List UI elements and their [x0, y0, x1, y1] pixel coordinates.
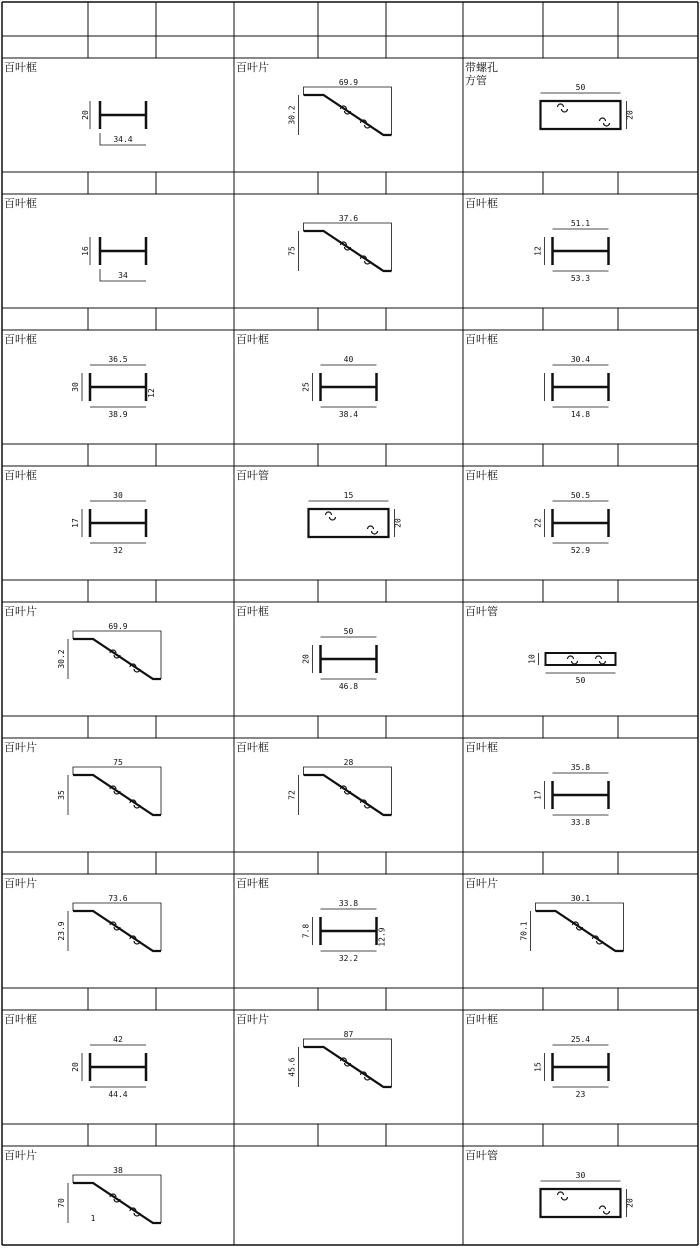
category-label: 百叶片 — [236, 61, 269, 74]
dimension-label: 75 — [113, 758, 123, 767]
screw-boss — [568, 656, 578, 664]
header-wall-label — [318, 10, 386, 28]
dimension-label: 20 — [81, 110, 90, 120]
profile-drawing — [463, 602, 698, 716]
dimension-label: 50 — [575, 676, 586, 685]
dimension-label: 73.6 — [108, 894, 128, 903]
profile-drawing — [463, 58, 698, 172]
dimension-label: 30.1 — [570, 894, 591, 903]
wall-thickness-cell — [88, 41, 156, 53]
header-weight-label — [386, 10, 463, 28]
dimension-label: 15 — [343, 491, 354, 500]
weight-per-meter-cell — [618, 177, 698, 189]
dimension-label: 70.1 — [519, 921, 529, 941]
dimension-label: 32.2 — [338, 954, 359, 963]
weight-per-meter-cell — [156, 585, 234, 597]
category-label: 百叶框 — [465, 1013, 498, 1026]
category-label: 百叶片 — [465, 877, 498, 890]
category-label: 百叶框 — [236, 741, 269, 754]
dimension-label: 30.2 — [57, 649, 66, 669]
model-code-cell — [463, 857, 543, 869]
model-code-cell — [234, 449, 318, 461]
profile-drawing — [2, 874, 234, 988]
wall-thickness-cell — [543, 177, 618, 189]
profile-outline — [304, 95, 392, 135]
screw-boss — [596, 656, 606, 664]
dimension-label: 30 — [71, 382, 80, 392]
category-label: 百叶片 — [4, 605, 37, 618]
weight-per-meter-cell — [386, 313, 463, 325]
weight-per-meter-cell — [386, 993, 463, 1005]
profile-drawing — [234, 1010, 463, 1124]
profile-drawing — [234, 330, 463, 444]
profile-drawing — [463, 1010, 698, 1124]
weight-per-meter-cell — [618, 721, 698, 733]
model-code-cell — [234, 993, 318, 1005]
profile-drawing — [2, 194, 234, 308]
weight-per-meter-cell — [618, 585, 698, 597]
category-label: 百叶框 — [465, 469, 498, 482]
profile-drawing — [234, 466, 463, 580]
dimension-label: 69.9 — [108, 622, 128, 631]
dimension-label: 23 — [575, 1090, 586, 1099]
dimension-label: 33.8 — [570, 818, 591, 827]
dimension-label: 14.8 — [570, 410, 591, 419]
dimension-label: 20 — [625, 1198, 635, 1208]
header-weight-label — [156, 10, 234, 28]
dimension-label: 30 — [113, 491, 123, 500]
dimension-label: 23.9 — [57, 921, 66, 941]
profile-outline — [73, 911, 161, 951]
category-label: 百叶框 — [465, 333, 498, 346]
model-code-cell — [234, 721, 318, 733]
model-code-cell — [2, 721, 88, 733]
wall-thickness-cell — [543, 857, 618, 869]
dimension-label: 1 — [90, 1214, 96, 1223]
dimension-label: 53.3 — [570, 274, 591, 283]
dimension-label: 40 — [343, 355, 354, 364]
model-code-cell — [234, 857, 318, 869]
dimension-label: 38.4 — [338, 410, 359, 419]
profile-drawing — [2, 1146, 234, 1260]
screw-boss — [600, 1206, 610, 1214]
model-code-cell — [463, 313, 543, 325]
dimension-label: 34.4 — [113, 135, 133, 144]
weight-per-meter-cell — [156, 857, 234, 869]
profile-outline — [73, 639, 161, 679]
wall-thickness-cell — [543, 1129, 618, 1141]
profile-drawing — [463, 738, 698, 852]
category-label: 百叶片 — [4, 877, 37, 890]
profile-drawing — [2, 58, 234, 172]
dimension-label: 30 — [575, 1171, 586, 1180]
weight-per-meter-cell — [156, 993, 234, 1005]
model-code-cell — [234, 177, 318, 189]
dimension-label: 22 — [533, 518, 543, 528]
dimension-label: 17 — [71, 518, 80, 528]
dimension-label: 44.4 — [108, 1090, 128, 1099]
category-label: 百叶框 — [465, 197, 498, 210]
dimension-label: 25.4 — [570, 1035, 591, 1044]
dimension-label: 30.2 — [287, 105, 297, 125]
profile-outline — [304, 1047, 392, 1087]
dimension-label: 52.9 — [570, 546, 591, 555]
profile-outline — [90, 373, 146, 401]
profile-drawing — [463, 194, 698, 308]
model-code-cell — [2, 449, 88, 461]
wall-thickness-cell — [318, 449, 386, 461]
model-code-cell — [234, 41, 318, 53]
model-code-cell — [234, 1129, 318, 1141]
dimension-label: 35.8 — [570, 763, 591, 772]
weight-per-meter-cell — [386, 585, 463, 597]
profile-outline — [90, 1053, 146, 1081]
category-label: 百叶框 — [4, 1013, 37, 1026]
profile-outline — [304, 775, 392, 815]
weight-per-meter-cell — [386, 1129, 463, 1141]
header-model-label — [2, 10, 88, 28]
category-label: 百叶框 — [236, 333, 269, 346]
profile-drawing — [2, 602, 234, 716]
wall-thickness-cell — [88, 993, 156, 1005]
wall-thickness-cell — [318, 585, 386, 597]
weight-per-meter-cell — [386, 857, 463, 869]
wall-thickness-cell — [318, 721, 386, 733]
profile-drawing — [234, 1146, 463, 1260]
profile-drawing — [463, 466, 698, 580]
profile-drawing — [234, 58, 463, 172]
dimension-label: 87 — [343, 1030, 354, 1039]
dimension-label: 34 — [118, 271, 128, 280]
category-label: 百叶框 — [236, 605, 269, 618]
profile-drawing — [2, 1010, 234, 1124]
wall-thickness-cell — [543, 41, 618, 53]
weight-per-meter-cell — [386, 41, 463, 53]
profile-drawing — [234, 738, 463, 852]
profile-drawing — [234, 874, 463, 988]
category-label: 百叶片 — [4, 1149, 37, 1162]
profile-outline — [73, 1183, 161, 1223]
dimension-label: 45.6 — [287, 1057, 297, 1077]
screw-boss — [326, 512, 336, 520]
wall-thickness-cell — [543, 585, 618, 597]
weight-per-meter-cell — [156, 1129, 234, 1141]
wall-thickness-cell — [543, 313, 618, 325]
profile-outline — [100, 101, 146, 129]
model-code-cell — [463, 721, 543, 733]
screw-boss — [558, 104, 568, 112]
weight-per-meter-cell — [386, 177, 463, 189]
dimension-label: 25 — [301, 382, 311, 392]
dimension-label: 12 — [147, 388, 156, 398]
dimension-label: 50.5 — [570, 491, 591, 500]
header-model-label — [234, 10, 318, 28]
wall-thickness-cell — [543, 449, 618, 461]
category-label: 百叶框 — [236, 877, 269, 890]
weight-per-meter-cell — [386, 449, 463, 461]
profile-outline — [90, 509, 146, 537]
dimension-label: 51.1 — [570, 219, 591, 228]
wall-thickness-cell — [88, 1129, 156, 1141]
dimension-label: 12.9 — [377, 927, 387, 947]
profile-outline — [321, 917, 377, 945]
model-code-cell — [2, 177, 88, 189]
profile-outline — [553, 509, 609, 537]
profile-drawing — [234, 194, 463, 308]
wall-thickness-cell — [318, 993, 386, 1005]
header-weight-label — [618, 10, 698, 28]
dimension-label: 7.8 — [301, 923, 311, 939]
wall-thickness-cell — [318, 1129, 386, 1141]
dimension-line — [309, 501, 395, 537]
wall-thickness-cell — [318, 177, 386, 189]
profile-outline — [100, 237, 146, 265]
model-code-cell — [463, 585, 543, 597]
category-label: 百叶框 — [465, 741, 498, 754]
weight-per-meter-cell — [618, 41, 698, 53]
dimension-label: 20 — [393, 518, 403, 528]
dimension-label: 17 — [533, 790, 543, 800]
dimension-label: 50 — [575, 83, 586, 92]
category-label: 百叶框 — [4, 333, 37, 346]
dimension-label: 38.9 — [108, 410, 128, 419]
category-label: 百叶片 — [236, 1013, 269, 1026]
model-code-cell — [2, 993, 88, 1005]
profile-drawing — [2, 738, 234, 852]
model-code-cell — [2, 857, 88, 869]
category-label: 百叶片 — [4, 741, 37, 754]
wall-thickness-cell — [88, 177, 156, 189]
wall-thickness-cell — [543, 993, 618, 1005]
profile-outline — [321, 373, 377, 401]
dimension-label: 46.8 — [338, 682, 359, 691]
weight-per-meter-cell — [618, 313, 698, 325]
wall-thickness-cell — [88, 313, 156, 325]
model-code-cell — [2, 41, 88, 53]
weight-per-meter-cell — [386, 721, 463, 733]
profile-outline — [304, 231, 392, 271]
wall-thickness-cell — [88, 449, 156, 461]
profile-outline — [553, 373, 609, 401]
dimension-label: 20 — [625, 110, 635, 120]
screw-boss — [368, 526, 378, 534]
wall-thickness-cell — [543, 721, 618, 733]
wall-thickness-cell — [88, 721, 156, 733]
profile-drawing — [234, 602, 463, 716]
model-code-cell — [463, 449, 543, 461]
wall-thickness-cell — [318, 41, 386, 53]
model-code-cell — [463, 993, 543, 1005]
dimension-label: 70 — [57, 1198, 66, 1208]
dimension-label: 42 — [113, 1035, 123, 1044]
profile-outline — [553, 781, 609, 809]
screw-boss — [600, 118, 610, 126]
profile-drawing — [2, 466, 234, 580]
dimension-label: 12 — [533, 246, 543, 256]
category-label: 带螺孔 方管 — [465, 61, 498, 87]
dimension-label: 50 — [343, 627, 354, 636]
dimension-label: 30.4 — [570, 355, 591, 364]
profile-drawing — [463, 330, 698, 444]
dimension-label: 69.9 — [338, 78, 359, 87]
wall-thickness-cell — [318, 313, 386, 325]
header-wall-label — [88, 10, 156, 28]
header-model-label — [463, 10, 543, 28]
profile-outline — [73, 775, 161, 815]
dimension-label: 20 — [71, 1062, 80, 1072]
model-code-cell — [463, 177, 543, 189]
profile-drawing — [463, 874, 698, 988]
profile-drawing — [463, 1146, 698, 1260]
wall-thickness-cell — [88, 585, 156, 597]
category-label: 百叶框 — [4, 469, 37, 482]
dimension-line — [541, 93, 627, 129]
weight-per-meter-cell — [156, 313, 234, 325]
dimension-label: 75 — [287, 246, 297, 256]
model-code-cell — [234, 585, 318, 597]
wall-thickness-cell — [318, 857, 386, 869]
weight-per-meter-cell — [618, 857, 698, 869]
dimension-label: 35 — [57, 790, 66, 800]
dimension-label: 33.8 — [338, 899, 359, 908]
weight-per-meter-cell — [618, 449, 698, 461]
dimension-label: 20 — [301, 654, 311, 664]
category-label: 百叶管 — [465, 1149, 498, 1162]
weight-per-meter-cell — [156, 721, 234, 733]
dimension-label: 72 — [287, 790, 297, 800]
dimension-line — [541, 1181, 627, 1217]
dimension-label: 10 — [527, 654, 537, 664]
dimension-label: 38 — [113, 1166, 123, 1175]
weight-per-meter-cell — [618, 1129, 698, 1141]
dimension-label: 36.5 — [108, 355, 128, 364]
weight-per-meter-cell — [618, 993, 698, 1005]
model-code-cell — [2, 1129, 88, 1141]
header-wall-label — [543, 10, 618, 28]
dimension-label: 28 — [343, 758, 354, 767]
weight-per-meter-cell — [156, 177, 234, 189]
weight-per-meter-cell — [156, 449, 234, 461]
model-code-cell — [234, 313, 318, 325]
screw-boss — [558, 1192, 568, 1200]
category-label: 百叶管 — [465, 605, 498, 618]
profile-outline — [536, 911, 624, 951]
weight-per-meter-cell — [156, 41, 234, 53]
model-code-cell — [463, 1129, 543, 1141]
profile-outline — [321, 645, 377, 673]
category-label: 百叶框 — [4, 61, 37, 74]
dimension-label: 15 — [533, 1062, 543, 1072]
wall-thickness-cell — [88, 857, 156, 869]
profile-outline — [553, 1053, 609, 1081]
model-code-cell — [463, 41, 543, 53]
profile-drawing — [2, 330, 234, 444]
profile-outline — [553, 237, 609, 265]
dimension-label: 32 — [113, 546, 123, 555]
category-label: 百叶管 — [236, 469, 269, 482]
model-code-cell — [2, 585, 88, 597]
model-code-cell — [2, 313, 88, 325]
dimension-label: 37.6 — [338, 214, 359, 223]
category-label: 百叶框 — [4, 197, 37, 210]
dimension-label: 16 — [81, 246, 90, 256]
